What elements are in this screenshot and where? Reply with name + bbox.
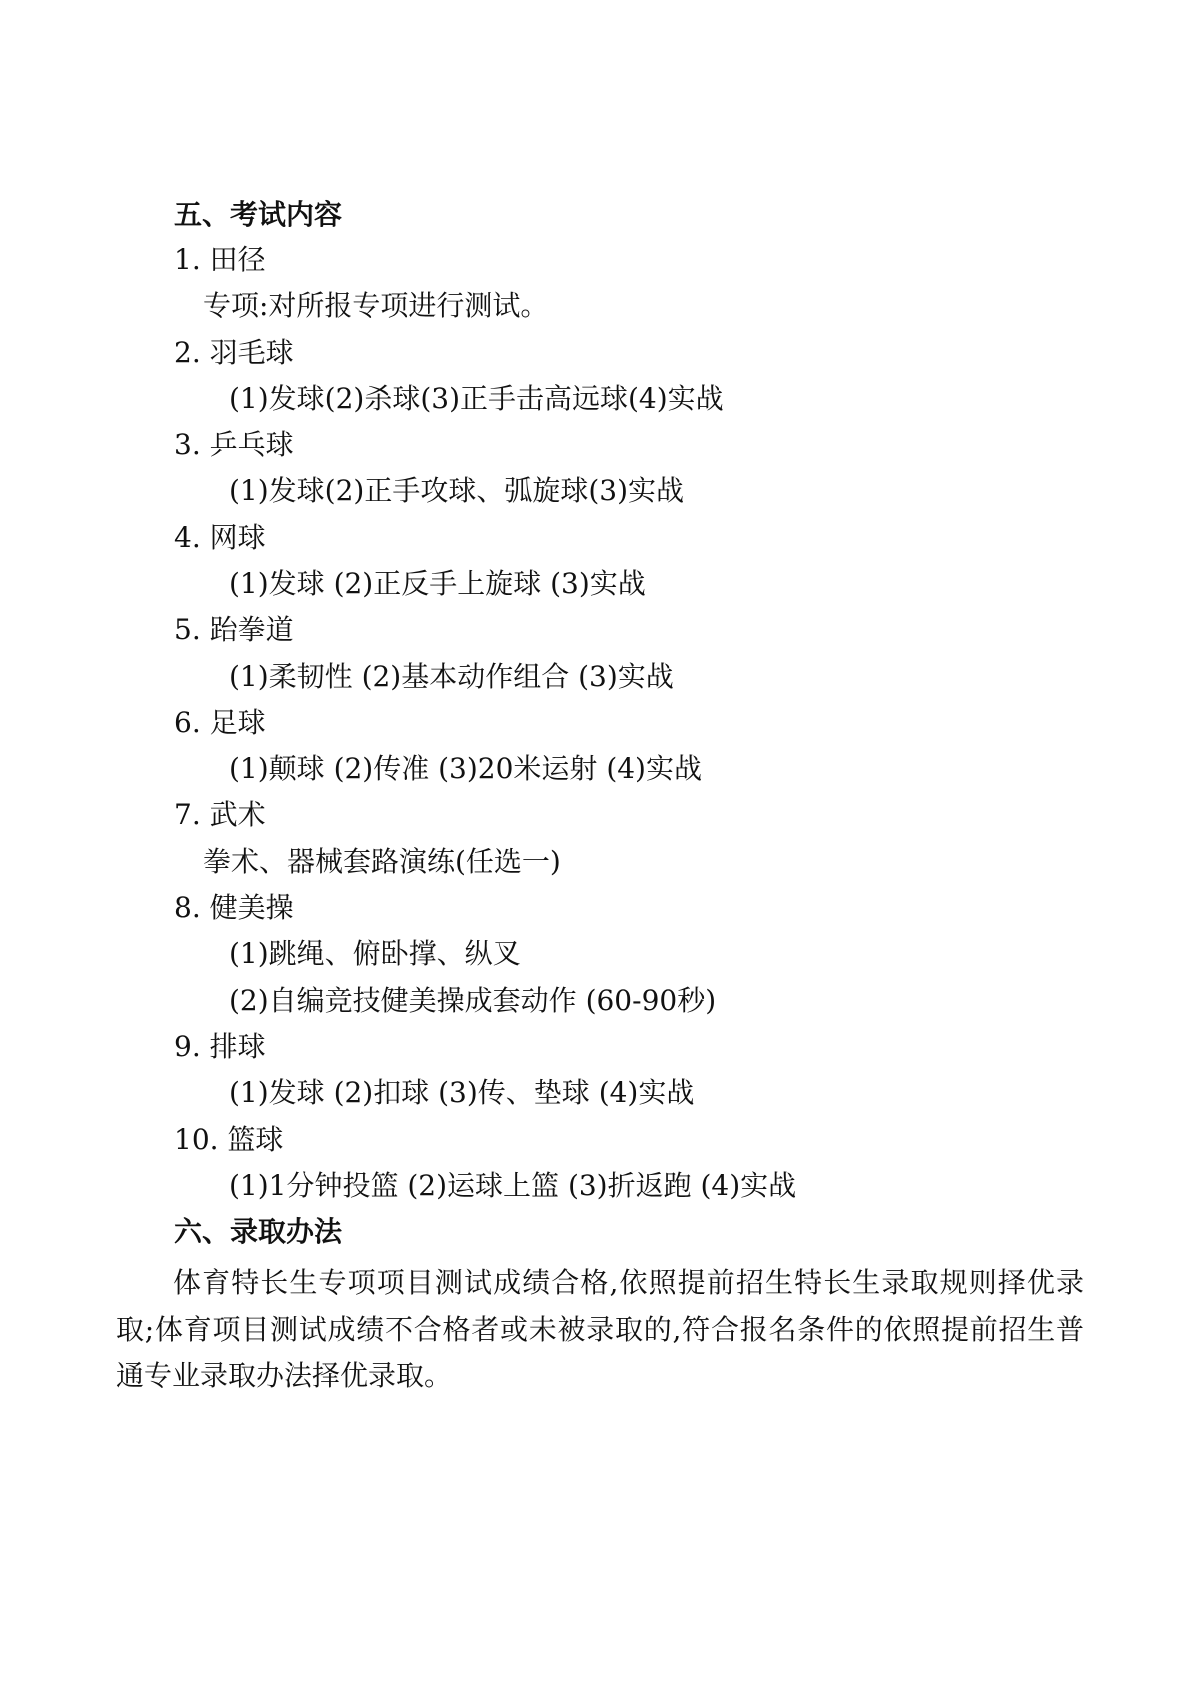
item-detail-martial-arts: 拳术、器械套路演练(任选一): [203, 845, 561, 878]
item-title-badminton: 2. 羽毛球: [174, 336, 294, 369]
item-detail-volleyball: (1)发球 (2)扣球 (3)传、垫球 (4)实战: [229, 1076, 695, 1109]
item-title-martial-arts: 7. 武术: [174, 798, 266, 831]
item-detail-aerobics-2: (2)自编竞技健美操成套动作 (60-90秒): [229, 984, 717, 1017]
item-detail-tennis: (1)发球 (2)正反手上旋球 (3)实战: [229, 567, 646, 600]
item-title-track-and-field: 1. 田径: [174, 243, 266, 276]
section-heading-exam-content: 五、考试内容: [174, 198, 343, 231]
item-title-aerobics: 8. 健美操: [174, 891, 294, 924]
item-detail-table-tennis: (1)发球(2)正手攻球、弧旋球(3)实战: [229, 474, 684, 507]
item-title-tennis: 4. 网球: [174, 521, 266, 554]
admission-method-paragraph: 体育特长生专项项目测试成绩合格,依照提前招生特长生录取规则择优录取;体育项目测试成绩不合格者或未被录取的,符合报名条件的依照提前招生普通专业录取办法择优录取。: [116, 1266, 1084, 1392]
item-title-table-tennis: 3. 乒乓球: [174, 428, 294, 461]
section-heading-admission-method: 六、录取办法: [174, 1215, 343, 1248]
item-detail-football: (1)颠球 (2)传准 (3)20米运射 (4)实战: [229, 752, 702, 785]
item-detail-badminton: (1)发球(2)杀球(3)正手击高远球(4)实战: [229, 382, 724, 415]
item-title-taekwondo: 5. 跆拳道: [174, 613, 294, 646]
item-detail-basketball: (1)1分钟投篮 (2)运球上篮 (3)折返跑 (4)实战: [229, 1169, 797, 1202]
item-title-basketball: 10. 篮球: [174, 1123, 284, 1156]
item-detail-aerobics-1: (1)跳绳、俯卧撑、纵叉: [229, 937, 521, 970]
item-detail-taekwondo: (1)柔韧性 (2)基本动作组合 (3)实战: [229, 660, 674, 693]
item-detail-track-and-field: 专项:对所报专项进行测试。: [203, 289, 549, 322]
item-title-football: 6. 足球: [174, 706, 266, 739]
item-title-volleyball: 9. 排球: [174, 1030, 266, 1063]
